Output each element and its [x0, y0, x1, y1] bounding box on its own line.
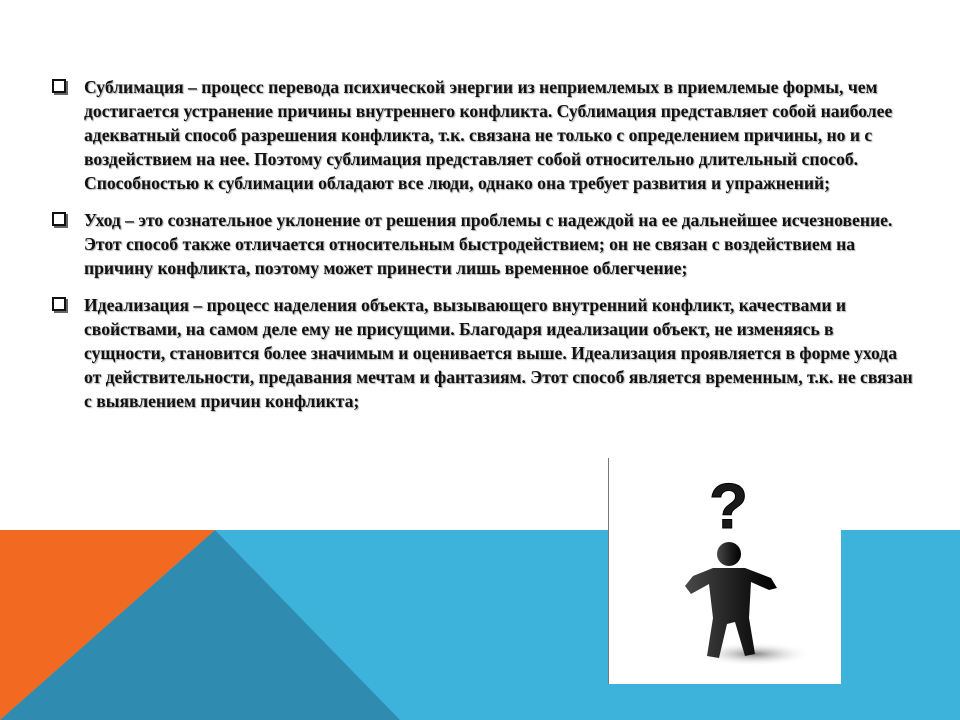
checkbox-bullet-icon	[52, 212, 66, 226]
bullet-idealization	[48, 293, 918, 413]
checkbox-bullet-icon	[52, 79, 66, 93]
figure-head	[717, 542, 741, 566]
checkbox-bullet-icon	[52, 297, 66, 311]
bullet-withdrawal	[48, 208, 918, 280]
bullet-list	[48, 75, 918, 426]
question-mark: ?	[709, 470, 749, 542]
bullet-text: Уход – это сознательное уклонение от решения проблемы с надеждой на ее дальнейшее исчезновение. Этот способ также отличается относительным быстродействием; он не связан с воздействием на причину конфликта, поэтому может принести лишь временное облегчение;	[84, 210, 893, 278]
bullet-text: Идеализация – процесс наделения объекта, вызывающего внутренний конфликт, качествами и свойствами, на самом деле ему не присущими. Благодаря идеализации объект, не изменяясь в сущности, становится более значимым и оценивается выше. Идеализация проявляется в форме ухода от действительности, предавания мечтам и фантазиям. Этот способ является временным, т.к. не связан с выявлением причин конфликта;	[84, 295, 913, 411]
question-person-icon	[609, 458, 841, 684]
illustration-panel	[608, 458, 841, 684]
bullet-text: Сублимация – процесс перевода психической энергии из неприемлемых в приемлемые формы, чем достигается устранение причины внутреннего конфликта. Сублимация представляет собой наиболее адекватный способ разрешения конфликта, т.к. связана не только с определением причины, но и с воздействием на нее. Поэтому сублимация представляет собой относительно длительный способ. Способностью к сублимации обладают все люди, однако она требует развития и упражнений;	[84, 77, 893, 193]
bullet-sublimation	[48, 75, 918, 195]
